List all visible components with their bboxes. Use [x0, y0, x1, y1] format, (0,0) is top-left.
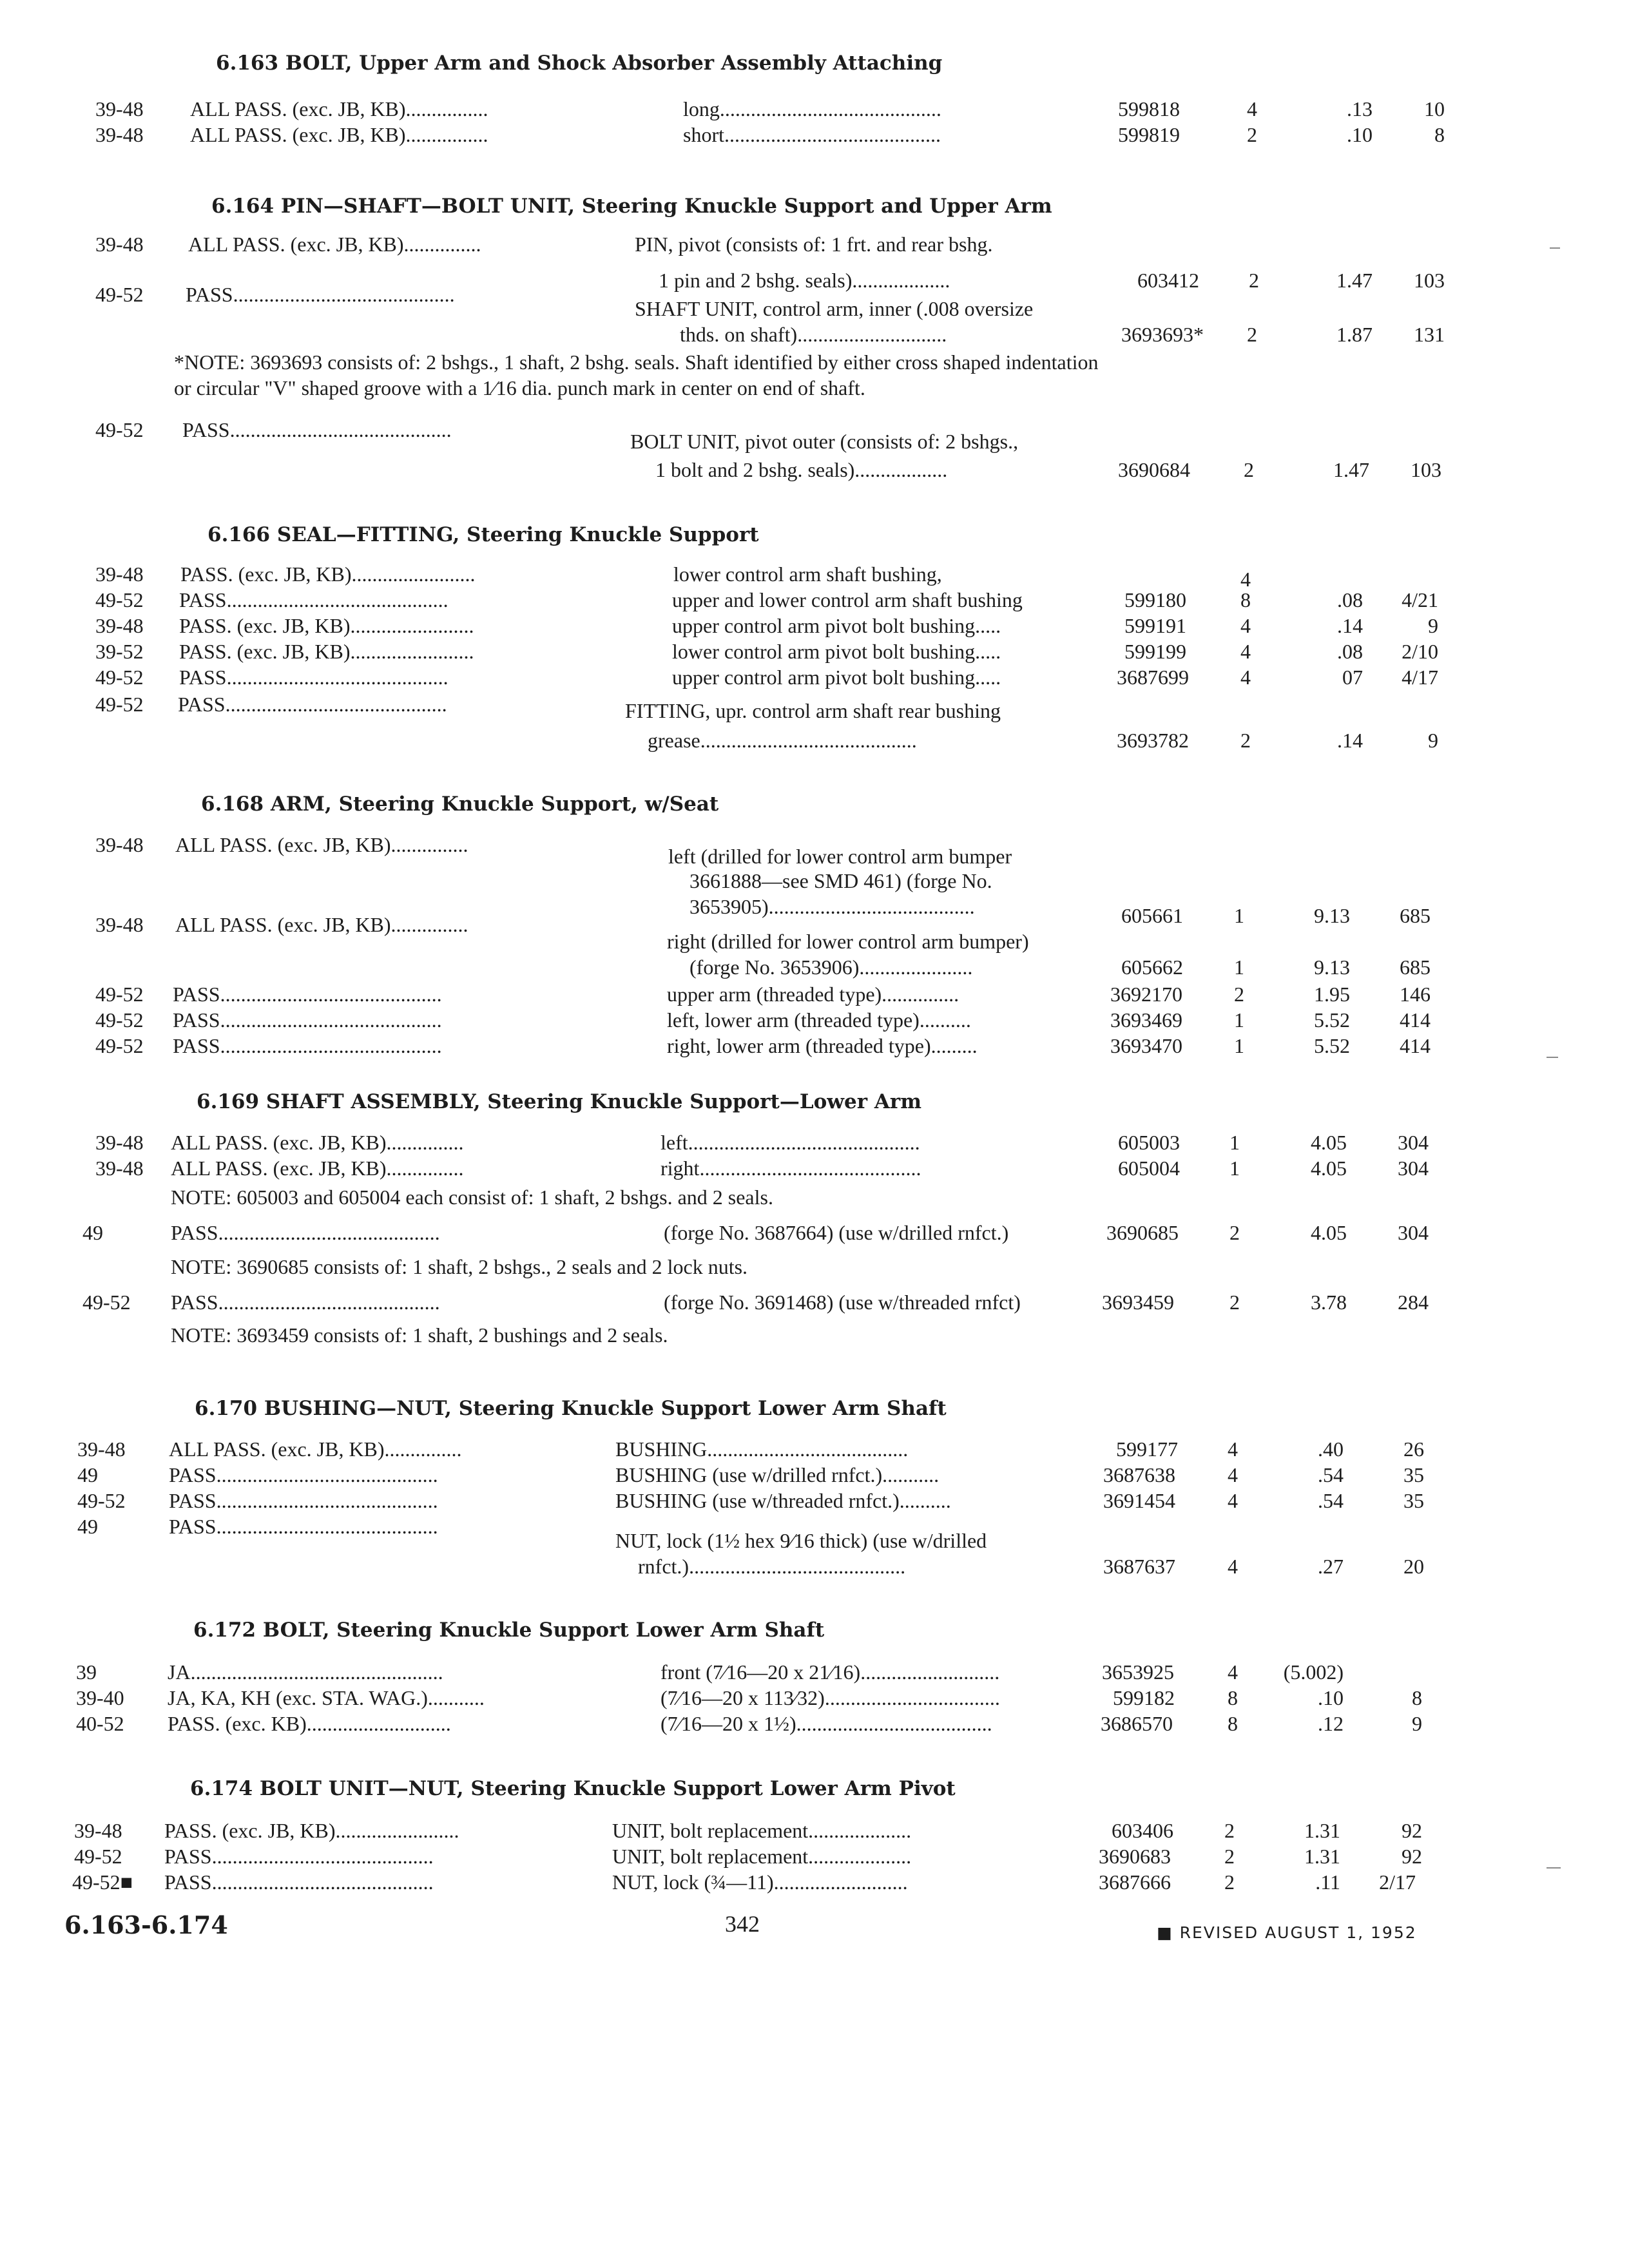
- part-number-cell: 605661: [1121, 904, 1183, 927]
- description-cell: (forge No. 3691468) (use w/threaded rnfct): [664, 1291, 1021, 1314]
- price-cell: 9.13: [1314, 956, 1350, 979]
- price-cell: (5.002): [1283, 1660, 1344, 1684]
- description-cell: long...........................................: [683, 97, 941, 120]
- part-number-cell: 599180: [1124, 588, 1186, 611]
- weight-cell: 414: [1400, 1008, 1431, 1032]
- weight-cell: 103: [1411, 458, 1441, 481]
- section-heading: 6.172 BOLT, Steering Knuckle Support Lower Arm Shaft: [193, 1619, 825, 1642]
- description-cell: SHAFT UNIT, control arm, inner (.008 oversize: [635, 297, 1034, 320]
- year-cell: 49-52: [77, 1489, 126, 1512]
- weight-cell: 284: [1398, 1291, 1429, 1314]
- section-note: NOTE: 605003 and 605004 each consist of: 1 shaft, 2 bshgs. and 2 seals.: [171, 1186, 773, 1209]
- quantity-cell: 1: [1229, 1131, 1240, 1154]
- quantity-cell: 2: [1224, 1819, 1235, 1842]
- description-cell: 3661888—see SMD 461) (forge No.: [689, 869, 992, 892]
- description-cell: right...........................................: [660, 1157, 921, 1180]
- section-heading: 6.174 BOLT UNIT—NUT, Steering Knuckle Support Lower Arm Pivot: [190, 1777, 956, 1800]
- description-cell: upper arm (threaded type)...............: [667, 983, 959, 1006]
- model-cell: PASS...........................................: [171, 1221, 440, 1244]
- description-cell: 1 pin and 2 bshg. seals)...................: [659, 269, 950, 292]
- price-cell: 1.87: [1336, 323, 1373, 346]
- table-row: [0, 1684, 1629, 1711]
- part-number-cell: 3690685: [1106, 1221, 1179, 1244]
- price-cell: 4.05: [1311, 1221, 1347, 1244]
- price-cell: .13: [1347, 97, 1373, 120]
- table-row: [0, 1843, 1629, 1870]
- weight-cell: 685: [1400, 956, 1431, 979]
- section-heading: 6.163 BOLT, Upper Arm and Shock Absorber Assembly Attaching: [216, 52, 943, 75]
- quantity-cell: 2: [1224, 1845, 1235, 1868]
- section-heading: 6.169 SHAFT ASSEMBLY, Steering Knuckle Support—Lower Arm: [197, 1090, 922, 1113]
- year-cell: 39: [76, 1660, 97, 1684]
- margin-mark: [1547, 1867, 1561, 1869]
- description-cell: upper and lower control arm shaft bushing: [672, 588, 1023, 611]
- table-row: [0, 1869, 1629, 1896]
- part-number-cell: 3687699: [1117, 666, 1189, 689]
- weight-cell: 2/17: [1379, 1870, 1416, 1894]
- model-cell: PASS. (exc. JB, KB)........................: [164, 1819, 459, 1842]
- weight-cell: 8: [1434, 123, 1445, 146]
- description-cell: right (drilled for lower control arm bumper): [667, 930, 1029, 953]
- weight-cell: 9: [1412, 1712, 1422, 1735]
- table-row: [0, 1032, 1629, 1059]
- year-cell: 39-48: [95, 614, 144, 637]
- quantity-cell: 2: [1240, 729, 1251, 752]
- description-cell: (forge No. 3653906)......................: [689, 956, 973, 979]
- quantity-cell: 2: [1234, 983, 1244, 1006]
- year-cell: 49-52■: [72, 1870, 133, 1894]
- year-cell: 40-52: [76, 1712, 124, 1735]
- table-row: [0, 981, 1629, 1008]
- weight-cell: 2/10: [1402, 640, 1438, 663]
- part-number-cell: 599191: [1124, 614, 1186, 637]
- year-cell: 39-48: [77, 1437, 126, 1461]
- part-number-cell: 3692170: [1110, 983, 1182, 1006]
- table-row: [0, 1219, 1629, 1246]
- description-cell: BUSHING (use w/threaded rnfct.)..........: [615, 1489, 951, 1512]
- part-number-cell: 3693459: [1102, 1291, 1174, 1314]
- year-cell: 49-52: [95, 1034, 144, 1057]
- price-cell: 4.05: [1311, 1157, 1347, 1180]
- description-cell: BOLT UNIT, pivot outer (consists of: 2 bshgs.,: [630, 430, 1019, 453]
- weight-cell: 304: [1398, 1157, 1429, 1180]
- quantity-cell: 4: [1240, 640, 1251, 663]
- price-cell: 07: [1342, 666, 1363, 689]
- year-cell: 49-52: [95, 283, 144, 306]
- price-cell: .54: [1318, 1489, 1344, 1512]
- table-row: [0, 1436, 1629, 1463]
- price-cell: .14: [1337, 729, 1363, 752]
- table-row: [0, 456, 1629, 483]
- model-cell: PASS. (exc. JB, KB)........................: [179, 614, 474, 637]
- part-number-cell: 605004: [1118, 1157, 1180, 1180]
- year-cell: 39-48: [95, 123, 144, 146]
- weight-cell: 414: [1400, 1034, 1431, 1057]
- part-number-cell: 3687666: [1099, 1870, 1171, 1894]
- description-cell: left.............................................: [660, 1131, 920, 1154]
- year-cell: 39-48: [95, 1131, 144, 1154]
- table-row: [0, 586, 1629, 613]
- weight-cell: 131: [1414, 323, 1445, 346]
- part-number-cell: 599818: [1118, 97, 1180, 120]
- quantity-cell: 4: [1240, 666, 1251, 689]
- table-row: [0, 664, 1629, 691]
- description-cell: UNIT, bolt replacement....................: [612, 1845, 912, 1868]
- price-cell: .54: [1318, 1463, 1344, 1486]
- weight-cell: 4/17: [1402, 666, 1438, 689]
- part-number-cell: 3690683: [1099, 1845, 1171, 1868]
- year-cell: 39-48: [95, 233, 144, 256]
- model-cell: PASS...........................................: [171, 1291, 440, 1314]
- model-cell: PASS. (exc. JB, KB)........................: [179, 640, 474, 663]
- model-cell: PASS...........................................: [186, 283, 455, 306]
- table-row: [0, 1129, 1629, 1156]
- table-row: [0, 1553, 1629, 1580]
- quantity-cell: 4: [1240, 568, 1251, 591]
- model-cell: PASS...........................................: [169, 1489, 438, 1512]
- description-cell: lower control arm pivot bolt bushing.....: [672, 640, 1001, 663]
- weight-cell: 4/21: [1402, 588, 1438, 611]
- price-cell: 4.05: [1311, 1131, 1347, 1154]
- table-row: [0, 1817, 1629, 1844]
- quantity-cell: 1: [1234, 904, 1244, 927]
- model-cell: ALL PASS. (exc. JB, KB)................: [190, 97, 488, 120]
- model-cell: PASS...........................................: [173, 983, 442, 1006]
- model-cell: PASS. (exc. JB, KB)........................: [180, 562, 476, 586]
- price-cell: .10: [1318, 1686, 1344, 1709]
- model-cell: PASS...........................................: [182, 418, 452, 441]
- year-cell: 39-48: [95, 1157, 144, 1180]
- part-number-cell: 3690684: [1118, 458, 1190, 481]
- model-cell: PASS...........................................: [164, 1845, 434, 1868]
- section-heading: 6.170 BUSHING—NUT, Steering Knuckle Support Lower Arm Shaft: [195, 1397, 947, 1420]
- quantity-cell: 1: [1229, 1157, 1240, 1180]
- weight-cell: 92: [1402, 1819, 1422, 1842]
- table-row: [0, 1487, 1629, 1514]
- description-cell: short..........................................: [683, 123, 941, 146]
- section-range: 6.163-6.174: [64, 1910, 228, 1939]
- quantity-cell: 2: [1247, 323, 1257, 346]
- quantity-cell: 4: [1228, 1555, 1238, 1578]
- section-note: *NOTE: 3693693 consists of: 2 bshgs., 1 shaft, 2 bshg. seals. Shaft identified by either cross shaped indentation or circular "V" shaped groove with a 1⁄16 dia. punch mark in center on end of shaft.: [174, 351, 1099, 399]
- margin-mark: [1547, 1057, 1558, 1058]
- model-cell: PASS...........................................: [169, 1463, 438, 1486]
- part-number-cell: 3653925: [1102, 1660, 1174, 1684]
- table-row: [0, 1155, 1629, 1182]
- part-number-cell: 3693470: [1110, 1034, 1182, 1057]
- part-number-cell: 603406: [1112, 1819, 1173, 1842]
- table-row: [0, 612, 1629, 639]
- year-cell: 49-52: [95, 588, 144, 611]
- description-cell: NUT, lock (¾—11)..........................: [612, 1870, 908, 1894]
- year-cell: 39-40: [76, 1686, 124, 1709]
- weight-cell: 103: [1414, 269, 1445, 292]
- description-cell: lower control arm shaft bushing,: [673, 562, 942, 586]
- model-cell: PASS...........................................: [173, 1008, 442, 1032]
- weight-cell: 9: [1428, 614, 1438, 637]
- price-cell: .10: [1347, 123, 1373, 146]
- section-note: NOTE: 3690685 consists of: 1 shaft, 2 bshgs., 2 seals and 2 lock nuts.: [171, 1255, 748, 1278]
- weight-cell: 9: [1428, 729, 1438, 752]
- part-number-cell: 3687637: [1103, 1555, 1175, 1578]
- description-cell: thds. on shaft).............................: [680, 323, 947, 346]
- price-cell: 1.47: [1336, 269, 1373, 292]
- section-heading: 6.164 PIN—SHAFT—BOLT UNIT, Steering Knuckle Support and Upper Arm: [211, 195, 1052, 218]
- weight-cell: 26: [1403, 1437, 1424, 1461]
- model-cell: PASS...........................................: [169, 1515, 438, 1538]
- revision-note: ■ REVISED AUGUST 1, 1952: [1157, 1923, 1417, 1942]
- price-cell: 1.47: [1333, 458, 1369, 481]
- quantity-cell: 4: [1228, 1463, 1238, 1486]
- quantity-cell: 8: [1240, 588, 1251, 611]
- description-cell: front (7⁄16—20 x 21⁄16)...........................: [660, 1660, 1000, 1684]
- year-cell: 39-48: [74, 1819, 122, 1842]
- description-cell: NUT, lock (1½ hex 9⁄16 thick) (use w/drilled: [615, 1529, 987, 1552]
- model-cell: PASS...........................................: [179, 588, 448, 611]
- price-cell: .27: [1318, 1555, 1344, 1578]
- weight-cell: 304: [1398, 1221, 1429, 1244]
- table-row: [0, 561, 1629, 591]
- description-cell: (7⁄16—20 x 1½)......................................: [660, 1712, 992, 1735]
- model-cell: ALL PASS. (exc. JB, KB)................: [190, 123, 488, 146]
- description-cell: left (drilled for lower control arm bumper: [668, 845, 1012, 868]
- year-cell: 49-52: [74, 1845, 122, 1868]
- table-row: [0, 1461, 1629, 1488]
- description-cell: (7⁄16—20 x 113⁄32)..................................: [660, 1686, 1000, 1709]
- table-row: [0, 954, 1629, 981]
- part-number-cell: 3693469: [1110, 1008, 1182, 1032]
- table-row: [0, 727, 1629, 754]
- price-cell: 3.78: [1311, 1291, 1347, 1314]
- table-row: [0, 1658, 1629, 1686]
- price-cell: .08: [1337, 588, 1363, 611]
- quantity-cell: 1: [1234, 956, 1244, 979]
- year-cell: 49-52: [95, 418, 144, 441]
- quantity-cell: 8: [1228, 1712, 1238, 1735]
- quantity-cell: 1: [1234, 1034, 1244, 1057]
- table-row: [0, 1289, 1629, 1316]
- weight-cell: 20: [1403, 1555, 1424, 1578]
- table-row: [0, 1006, 1629, 1033]
- quantity-cell: 4: [1228, 1489, 1238, 1512]
- quantity-cell: 1: [1234, 1008, 1244, 1032]
- quantity-cell: 8: [1228, 1686, 1238, 1709]
- price-cell: 1.95: [1314, 983, 1350, 1006]
- weight-cell: 35: [1403, 1489, 1424, 1512]
- part-number-cell: 599177: [1116, 1437, 1178, 1461]
- quantity-cell: 2: [1229, 1221, 1240, 1244]
- year-cell: 49: [82, 1221, 103, 1244]
- model-cell: ALL PASS. (exc. JB, KB)...............: [188, 233, 481, 256]
- part-number-cell: 3693782: [1117, 729, 1189, 752]
- part-number-cell: 3693693*: [1121, 323, 1204, 346]
- part-number-cell: 3686570: [1101, 1712, 1173, 1735]
- description-cell: UNIT, bolt replacement....................: [612, 1819, 912, 1842]
- model-cell: ALL PASS. (exc. JB, KB)...............: [175, 833, 468, 856]
- quantity-cell: 4: [1247, 97, 1257, 120]
- price-cell: .11: [1315, 1870, 1340, 1894]
- model-cell: JA.................................................: [168, 1660, 443, 1684]
- quantity-cell: 2: [1224, 1870, 1235, 1894]
- table-row: [0, 867, 1629, 894]
- year-cell: 39-48: [95, 833, 144, 856]
- model-cell: ALL PASS. (exc. JB, KB)...............: [171, 1157, 464, 1180]
- price-cell: .40: [1318, 1437, 1344, 1461]
- year-cell: 39-52: [95, 640, 144, 663]
- quantity-cell: 4: [1240, 614, 1251, 637]
- section-heading: 6.166 SEAL—FITTING, Steering Knuckle Support: [207, 523, 759, 546]
- year-cell: 39-48: [95, 562, 144, 586]
- description-cell: BUSHING (use w/drilled rnfct.)...........: [615, 1463, 940, 1486]
- quantity-cell: 2: [1229, 1291, 1240, 1314]
- part-number-cell: 603412: [1137, 269, 1199, 292]
- year-cell: 39-48: [95, 97, 144, 120]
- year-cell: 49-52: [95, 983, 144, 1006]
- year-cell: 49-52: [82, 1291, 131, 1314]
- description-cell: 3653905)........................................: [689, 895, 975, 918]
- quantity-cell: 4: [1228, 1660, 1238, 1684]
- model-cell: PASS. (exc. KB)............................: [168, 1712, 451, 1735]
- quantity-cell: 2: [1249, 269, 1259, 292]
- part-number-cell: 605003: [1118, 1131, 1180, 1154]
- model-cell: PASS...........................................: [178, 693, 447, 716]
- table-row: [0, 281, 1629, 320]
- weight-cell: 304: [1398, 1131, 1429, 1154]
- price-cell: 1.31: [1304, 1845, 1340, 1868]
- description-cell: FITTING, upr. control arm shaft rear bushing: [625, 699, 1001, 722]
- price-cell: 1.31: [1304, 1819, 1340, 1842]
- table-row: [0, 1513, 1629, 1552]
- model-cell: ALL PASS. (exc. JB, KB)...............: [171, 1131, 464, 1154]
- margin-mark: [1550, 247, 1560, 249]
- part-number-cell: 3691454: [1103, 1489, 1175, 1512]
- year-cell: 49-52: [95, 1008, 144, 1032]
- price-cell: .12: [1318, 1712, 1344, 1735]
- model-cell: JA, KA, KH (exc. STA. WAG.)...........: [168, 1686, 485, 1709]
- description-cell: (forge No. 3687664) (use w/drilled rnfct.): [664, 1221, 1009, 1244]
- description-cell: PIN, pivot (consists of: 1 frt. and rear bshg.: [635, 233, 993, 256]
- model-cell: ALL PASS. (exc. JB, KB)...............: [175, 913, 468, 936]
- table-row: [0, 416, 1629, 453]
- part-number-cell: 605662: [1121, 956, 1183, 979]
- price-cell: 5.52: [1314, 1008, 1350, 1032]
- table-row: [0, 691, 1629, 722]
- weight-cell: 10: [1424, 97, 1445, 120]
- model-cell: PASS...........................................: [173, 1034, 442, 1057]
- year-cell: 39-48: [95, 913, 144, 936]
- quantity-cell: 4: [1228, 1437, 1238, 1461]
- section-heading: 6.168 ARM, Steering Knuckle Support, w/Seat: [201, 793, 719, 816]
- price-cell: 5.52: [1314, 1034, 1350, 1057]
- part-number-cell: 3687638: [1103, 1463, 1175, 1486]
- weight-cell: 92: [1402, 1845, 1422, 1868]
- price-cell: 9.13: [1314, 904, 1350, 927]
- price-cell: .14: [1337, 614, 1363, 637]
- model-cell: PASS...........................................: [179, 666, 448, 689]
- table-row: [0, 638, 1629, 665]
- description-cell: upper control arm pivot bolt bushing.....: [672, 614, 1001, 637]
- weight-cell: 685: [1400, 904, 1431, 927]
- quantity-cell: 2: [1247, 123, 1257, 146]
- page-number: 342: [725, 1911, 760, 1937]
- section-note: NOTE: 3693459 consists of: 1 shaft, 2 bushings and 2 seals.: [171, 1323, 668, 1347]
- description-cell: right, lower arm (threaded type).........: [667, 1034, 978, 1057]
- table-row: [0, 231, 1629, 258]
- model-cell: ALL PASS. (exc. JB, KB)...............: [169, 1437, 462, 1461]
- weight-cell: 146: [1400, 983, 1431, 1006]
- table-row: [0, 1710, 1629, 1737]
- year-cell: 49-52: [95, 693, 144, 716]
- table-row: [0, 321, 1629, 348]
- table-row: [0, 121, 1629, 148]
- weight-cell: 35: [1403, 1463, 1424, 1486]
- weight-cell: 8: [1412, 1686, 1422, 1709]
- model-cell: PASS...........................................: [164, 1870, 434, 1894]
- description-cell: grease..........................................: [648, 729, 917, 752]
- part-number-cell: 599819: [1118, 123, 1180, 146]
- description-cell: rnfct.)..........................................: [638, 1555, 906, 1578]
- description-cell: 1 bolt and 2 bshg. seals)..................: [655, 458, 948, 481]
- year-cell: 49-52: [95, 666, 144, 689]
- table-row: [0, 95, 1629, 122]
- year-cell: 49: [77, 1463, 98, 1486]
- price-cell: .08: [1337, 640, 1363, 663]
- part-number-cell: 599182: [1113, 1686, 1175, 1709]
- table-row: [0, 831, 1629, 868]
- table-row: [0, 911, 1629, 953]
- quantity-cell: 2: [1244, 458, 1254, 481]
- description-cell: upper control arm pivot bolt bushing.....: [672, 666, 1001, 689]
- description-cell: left, lower arm (threaded type)..........: [667, 1008, 971, 1032]
- part-number-cell: 599199: [1124, 640, 1186, 663]
- description-cell: BUSHING.......................................: [615, 1437, 909, 1461]
- year-cell: 49: [77, 1515, 98, 1538]
